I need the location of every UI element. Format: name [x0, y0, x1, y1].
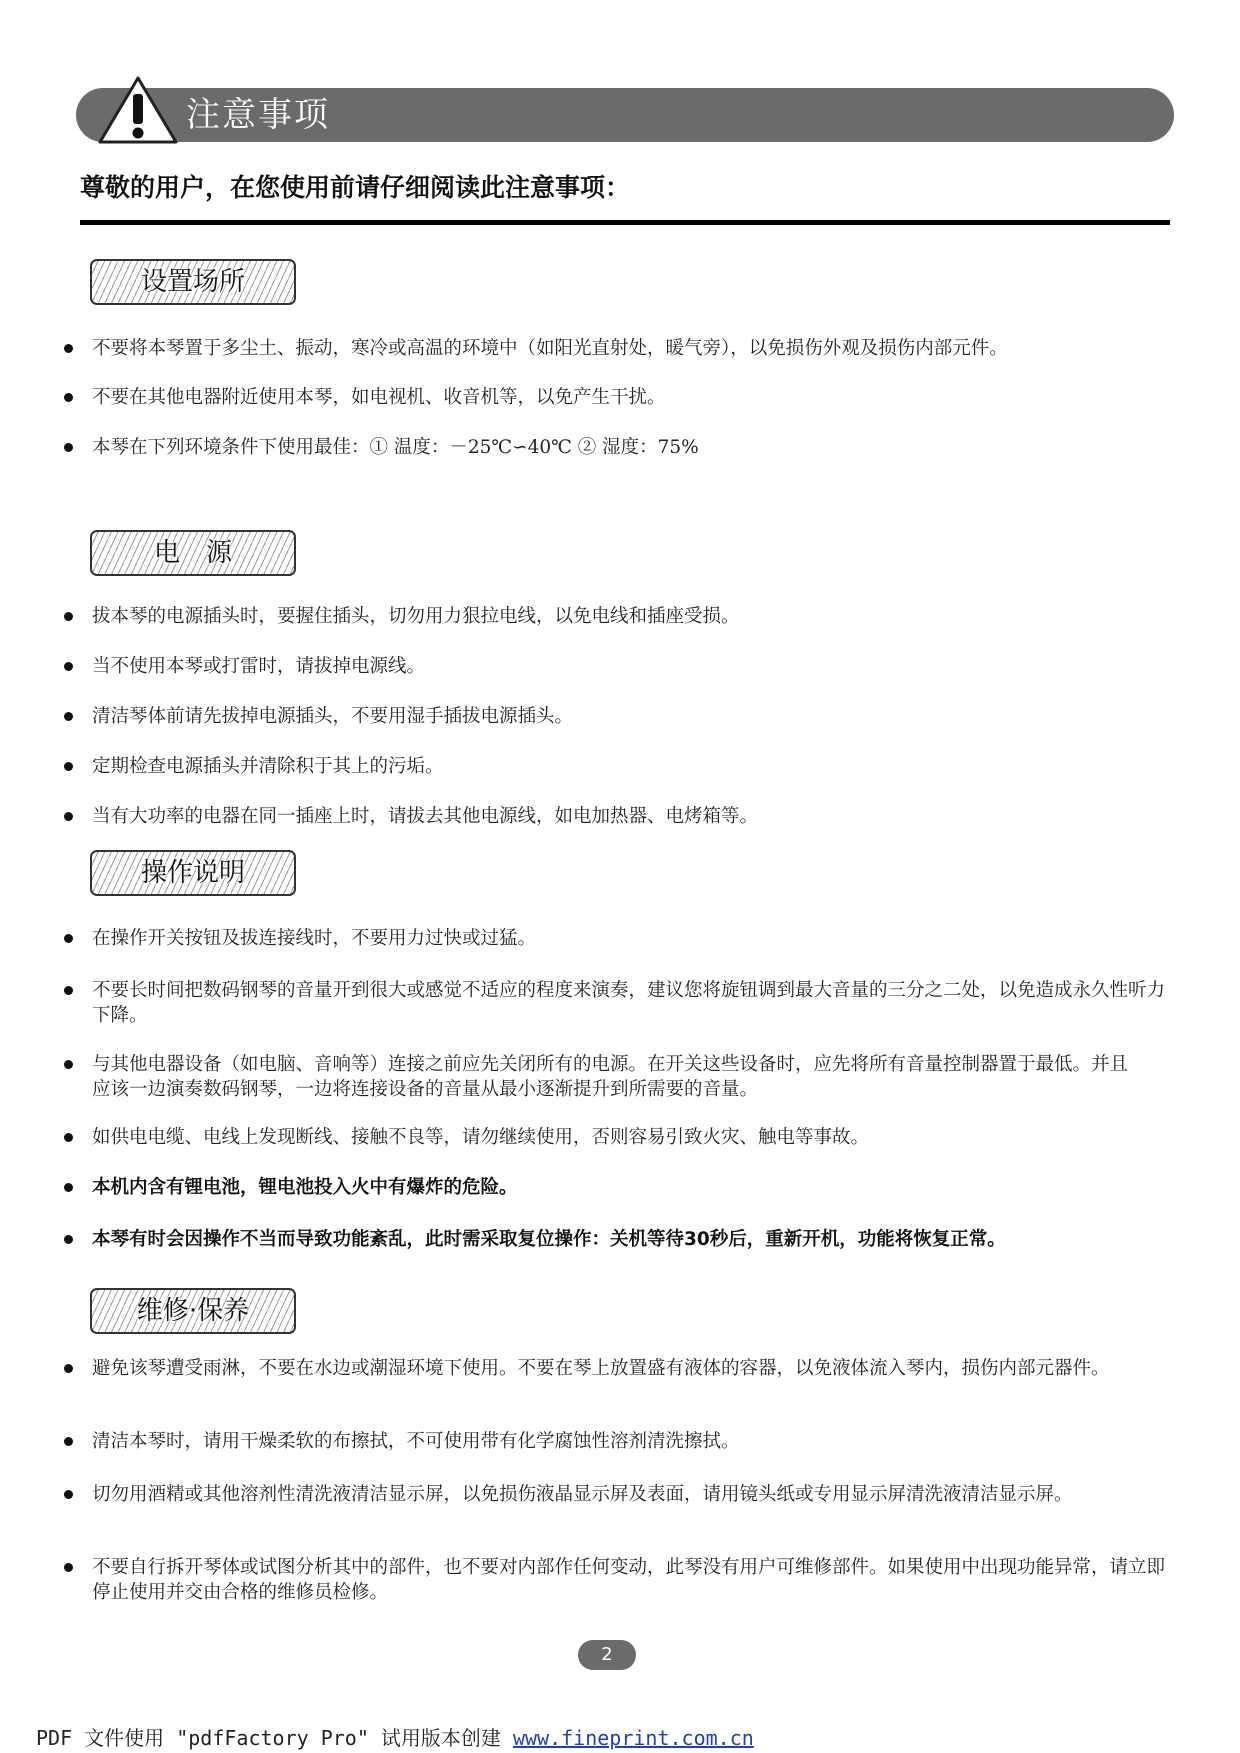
- list-item: 不要在其他电器附近使用本琴，如电视机、收音机等，以免产生干扰。: [92, 387, 666, 408]
- section-heading-power: 电 源: [90, 530, 296, 576]
- header-divider: [80, 220, 1170, 225]
- greeting-text: 尊敬的用户，在您使用前请仔细阅读此注意事项：: [80, 173, 631, 202]
- list-item: 当不使用本琴或打雷时，请拔掉电源线。: [92, 656, 426, 677]
- list-item: 本琴在下列环境条件下使用最佳：① 温度：－25℃∽40℃ ② 湿度：75%: [92, 437, 699, 458]
- bullet: [64, 762, 73, 771]
- footer-link[interactable]: www.fineprint.com.cn: [512, 1726, 754, 1750]
- list-item: 清洁琴体前请先拔掉电源插头，不要用湿手插拔电源插头。: [92, 706, 574, 727]
- list-item: 拔本琴的电源插头时，要握住插头，切勿用力狠拉电线，以免电线和插座受损。: [92, 606, 740, 627]
- bullet: [64, 1060, 73, 1069]
- list-item: 清洁本琴时，请用干燥柔软的布擦拭，不可使用带有化学腐蚀性溶剂清洗擦拭。: [92, 1431, 740, 1452]
- bullet: [64, 1437, 73, 1446]
- list-item: 不要长时间把数码钢琴的音量开到很大或感觉不适应的程度来演奏，建议您将旋钮调到最大音量的三分之二处，以免造成永久性听力下降。: [92, 980, 1166, 1026]
- list-item: 在操作开关按钮及拔连接线时，不要用力过快或过猛。: [92, 928, 537, 949]
- page-title: 注意事项: [186, 95, 330, 135]
- list-item: 定期检查电源插头并清除积于其上的污垢。: [92, 756, 444, 777]
- bullet: [64, 443, 73, 452]
- section-heading-operation: 操作说明: [90, 850, 296, 896]
- list-item: 避免该琴遭受雨淋，不要在水边或潮湿环境下使用。不要在琴上放置盛有液体的容器，以免液体流入琴内，损伤内部元器件。: [92, 1358, 1110, 1379]
- warning-icon: [96, 74, 180, 146]
- bullet: [64, 1133, 73, 1142]
- section-heading-maintenance: 维修·保养: [90, 1288, 296, 1334]
- bullet: [64, 712, 73, 721]
- footer-text: PDF 文件使用 "pdfFactory Pro" 试用版本创建: [36, 1726, 513, 1750]
- bullet: [64, 812, 73, 821]
- list-item-warning: 本琴有时会因操作不当而导致功能紊乱，此时需采取复位操作：关机等待30秒后，重新开机，功能将恢复正常。: [92, 1229, 1006, 1250]
- list-item: 当有大功率的电器在同一插座上时，请拔去其他电源线，如电加热器、电烤箱等。: [92, 806, 759, 827]
- bullet: [64, 612, 73, 621]
- bullet: [64, 1364, 73, 1373]
- bullet: [64, 393, 73, 402]
- bullet: [64, 1563, 73, 1572]
- list-item: 切勿用酒精或其他溶剂性清洗液清洁显示屏，以免损伤液晶显示屏及表面，请用镜头纸或专用显示屏清洗液清洁显示屏。: [92, 1484, 1073, 1505]
- page-number: 2: [578, 1640, 636, 1670]
- list-item: 不要将本琴置于多尘土、振动，寒冷或高温的环境中（如阳光直射处，暖气旁），以免损伤外观及损伤内部元件。: [92, 338, 1008, 359]
- bullet: [64, 344, 73, 353]
- bullet: [64, 934, 73, 943]
- list-item: 不要自行拆开琴体或试图分析其中的部件，也不要对内部作任何变动，此琴没有用户可维修部件。如果使用中出现功能异常，请立即停止使用并交由合格的维修员检修。: [92, 1557, 1166, 1603]
- bullet: [64, 1235, 73, 1244]
- list-item: 如供电电缆、电线上发现断线、接触不良等，请勿继续使用，否则容易引致火灾、触电等事故。: [92, 1127, 870, 1148]
- bullet: [64, 986, 73, 995]
- bullet: [64, 1490, 73, 1499]
- pdf-footer: [36, 1722, 754, 1751]
- bullet: [64, 1183, 73, 1192]
- list-item: 与其他电器设备（如电脑、音响等）连接之前应先关闭所有的电源。在开关这些设备时，应先将所有音量控制器置于最低。并且应该一边演奏数码钢琴，一边将连接设备的音量从最小逐渐提升到所需要的音量。: [92, 1054, 1129, 1100]
- bullet: [64, 662, 73, 671]
- section-heading-location: 设置场所: [90, 259, 296, 305]
- list-item-warning: 本机内含有锂电池，锂电池投入火中有爆炸的危险。: [92, 1177, 518, 1198]
